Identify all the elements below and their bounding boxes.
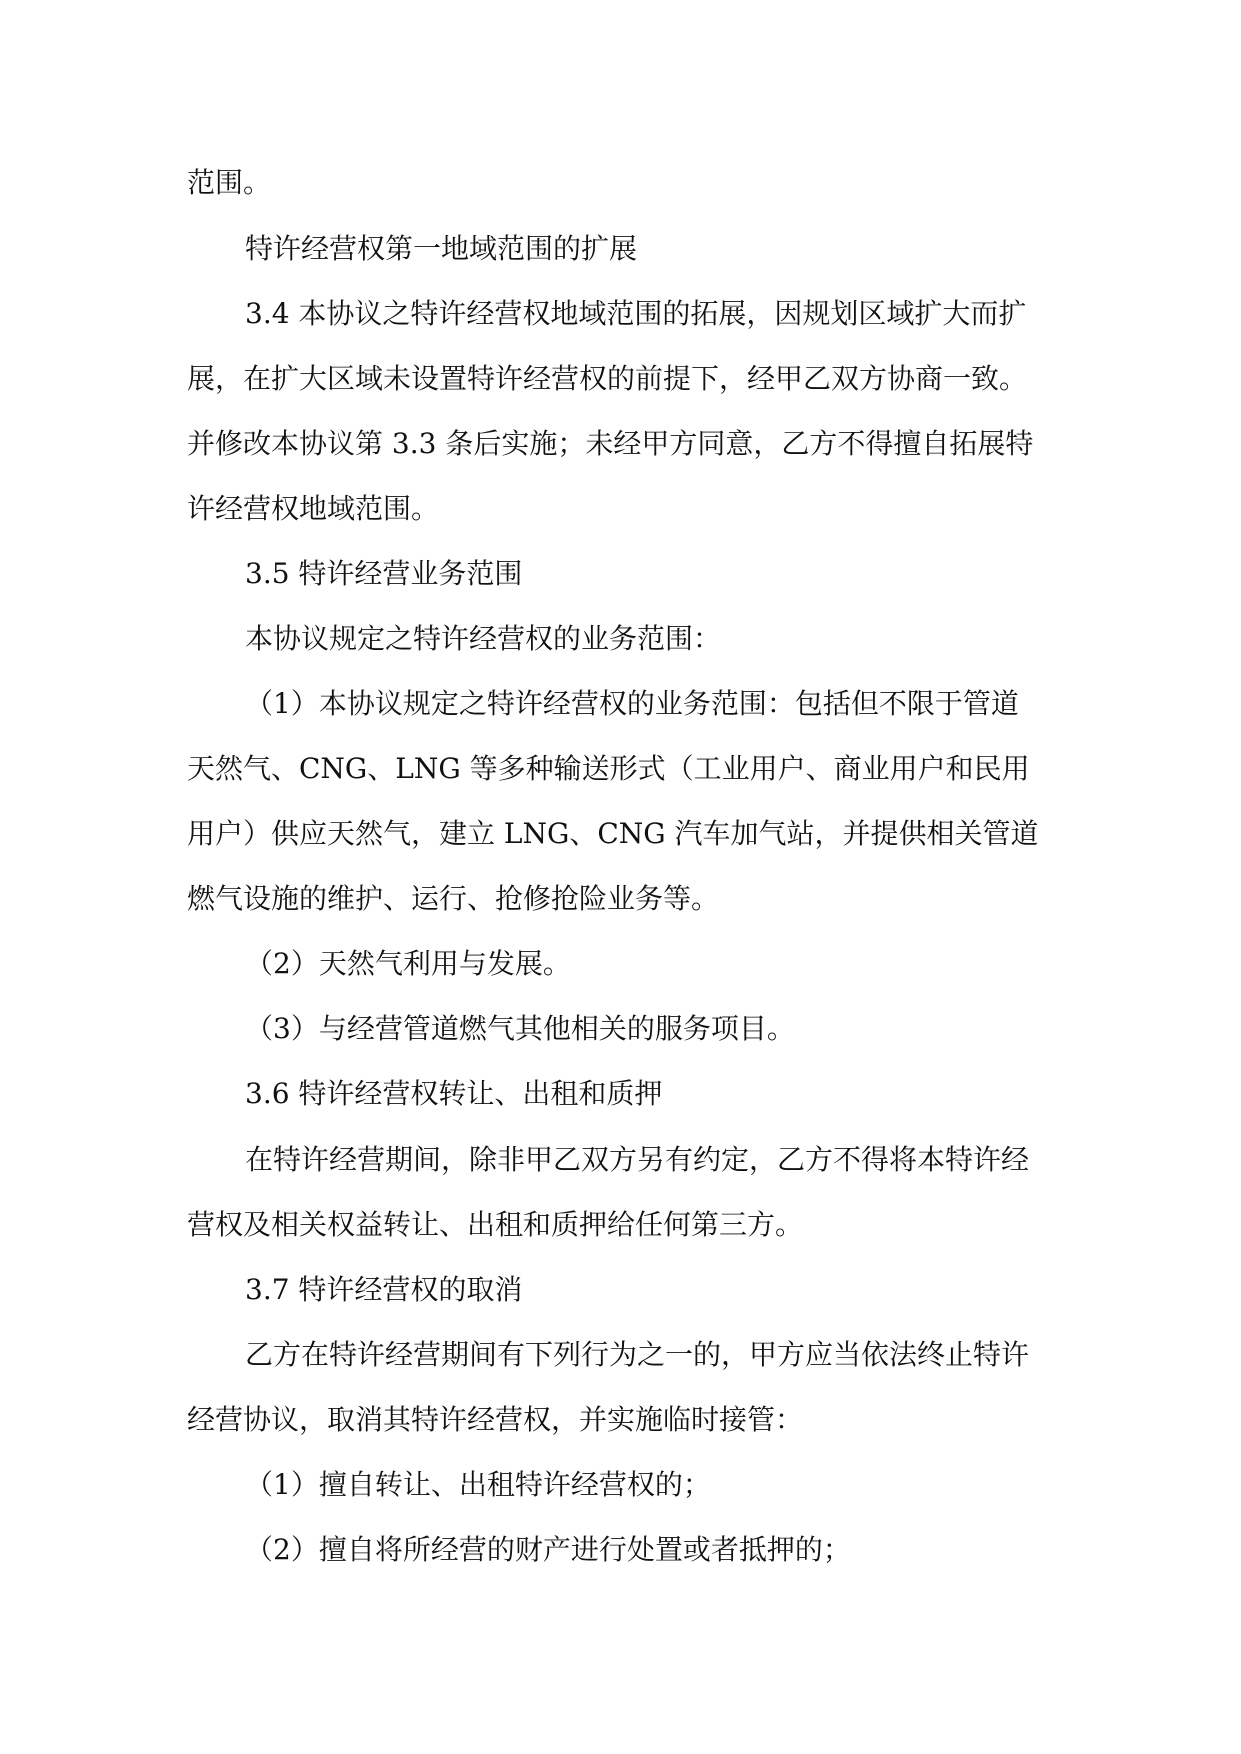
- text-line: （2）天然气利用与发展。: [245, 947, 571, 980]
- text-line: （3）与经营管道燃气其他相关的服务项目。: [245, 1012, 795, 1045]
- text-line: 并修改本协议第 3.3 条后实施；未经甲方同意，乙方不得擅自拓展特: [187, 427, 1034, 460]
- text-line: 经营协议，取消其特许经营权，并实施临时接管：: [187, 1403, 804, 1436]
- text-line: 天然气、CNG、LNG 等多种输送形式（工业用户、商业用户和民用: [187, 752, 1030, 785]
- text-line: （1）本协议规定之特许经营权的业务范围：包括但不限于管道: [245, 687, 1019, 720]
- text-line: 燃气设施的维护、运行、抢修抢险业务等。: [187, 882, 720, 915]
- text-line: 营权及相关权益转让、出租和质押给任何第三方。: [187, 1208, 804, 1241]
- text-line: 3.5 特许经营业务范围: [245, 557, 523, 590]
- text-line: 3.7 特许经营权的取消: [245, 1273, 523, 1306]
- text-line: （1）擅自转让、出租特许经营权的；: [245, 1468, 711, 1501]
- text-line: 乙方在特许经营期间有下列行为之一的，甲方应当依法终止特许: [245, 1338, 1030, 1371]
- text-line: （2）擅自将所经营的财产进行处置或者抵押的；: [245, 1533, 851, 1566]
- text-line: 许经营权地域范围。: [187, 492, 440, 525]
- text-line: 3.6 特许经营权转让、出租和质押: [245, 1077, 663, 1110]
- text-line: 本协议规定之特许经营权的业务范围：: [245, 622, 722, 655]
- text-line: 3.4 本协议之特许经营权地域范围的拓展，因规划区域扩大而扩: [245, 297, 1027, 330]
- text-line: 在特许经营期间，除非甲乙双方另有约定，乙方不得将本特许经: [245, 1143, 1030, 1176]
- text-line: 范围。: [187, 166, 272, 199]
- text-line: 用户）供应天然气，建立 LNG、CNG 汽车加气站，并提供相关管道: [187, 817, 1039, 850]
- text-line: 特许经营权第一地域范围的扩展: [245, 232, 638, 265]
- text-line: 展，在扩大区域未设置特许经营权的前提下，经甲乙双方协商一致。: [187, 362, 1028, 395]
